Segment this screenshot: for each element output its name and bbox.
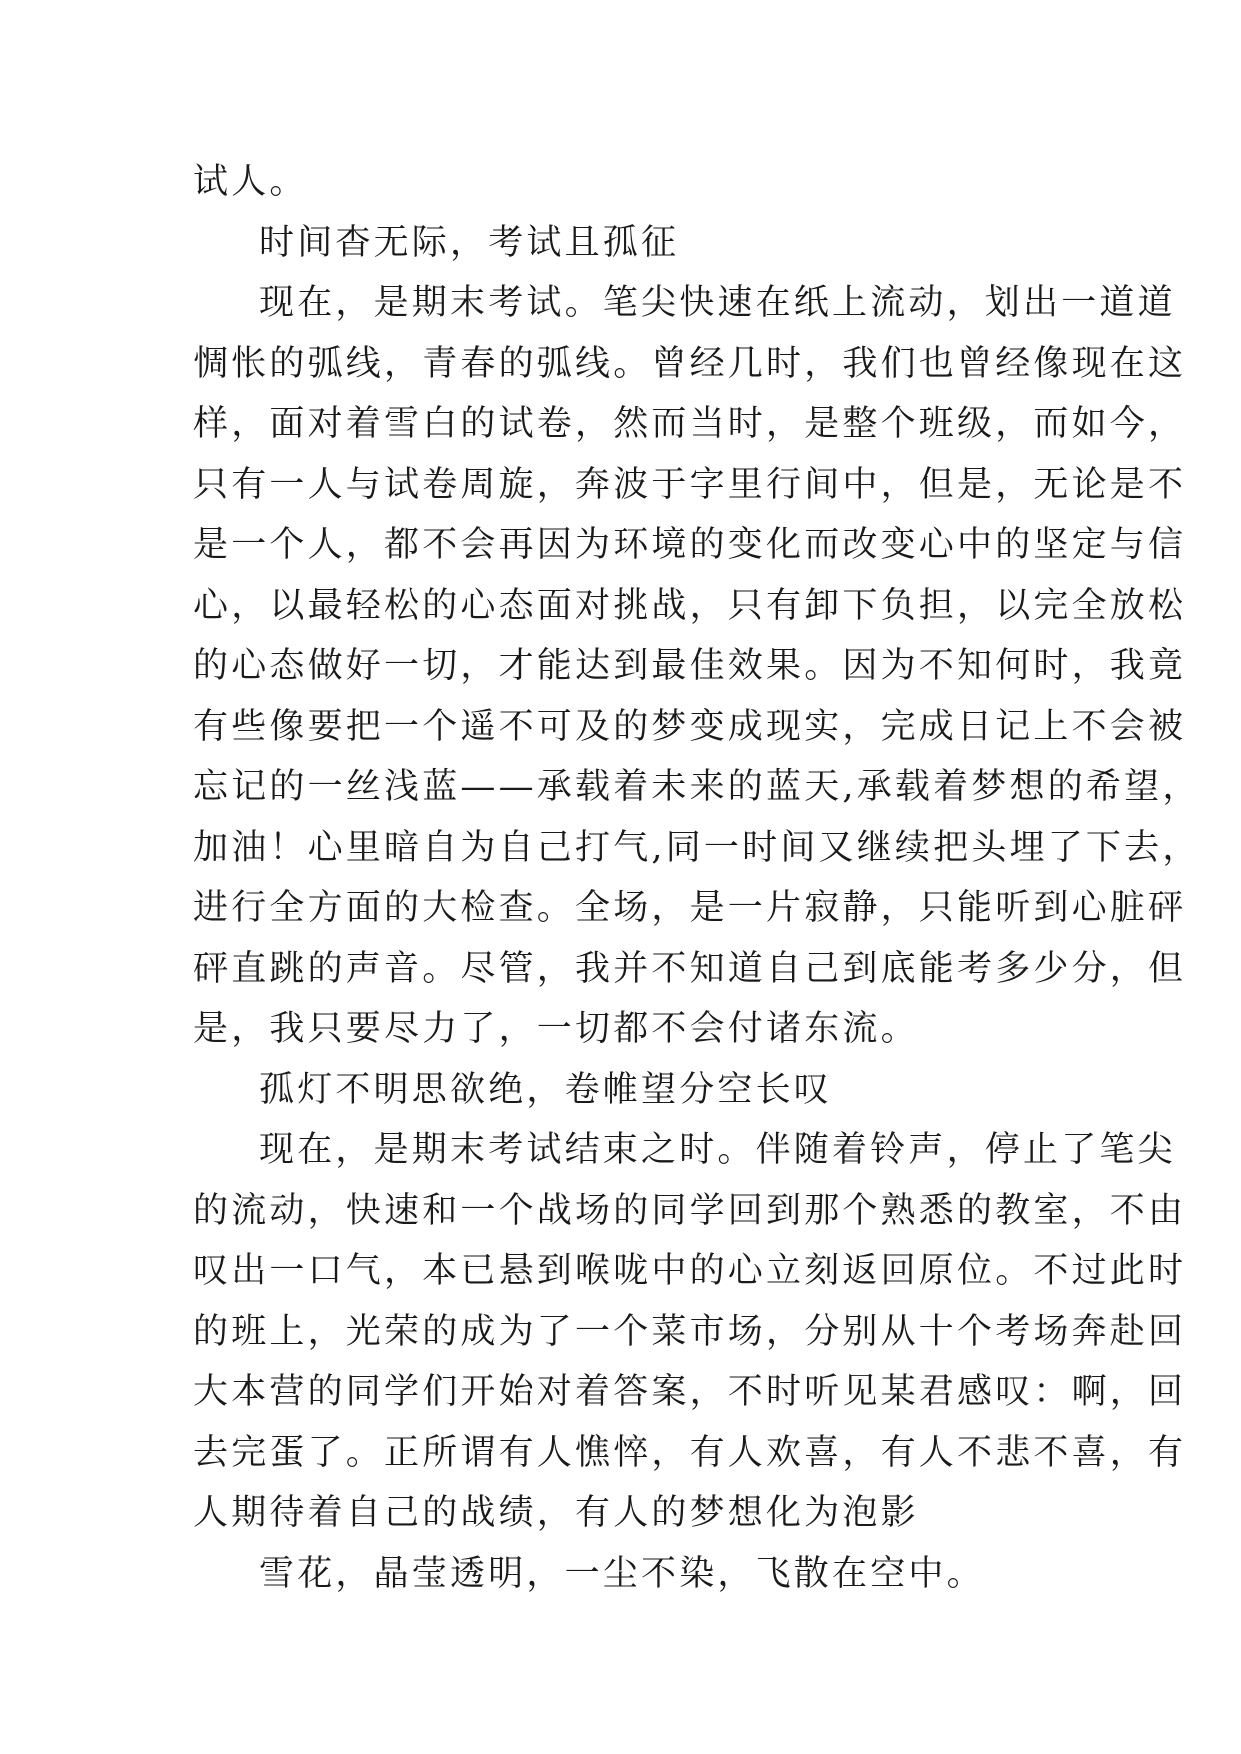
paragraph-line: 的心态做好一切，才能达到最佳效果。因为不知何时，我竟: [193, 646, 1187, 686]
paragraph-line: 是一个人，都不会再因为环境的变化而改变心中的坚定与信: [193, 525, 1187, 565]
paragraph-line: 是，我只要尽力了，一切都不会付诸东流。: [193, 1009, 919, 1049]
paragraph-line: 进行全方面的大检查。全场，是一片寂静，只能听到心脏砰: [193, 888, 1187, 928]
paragraph-line: 叹出一口气，本已悬到喉咙中的心立刻返回原位。不过此时: [193, 1251, 1187, 1291]
paragraph-line: 的流动，快速和一个战场的同学回到那个熟悉的教室，不由: [193, 1190, 1187, 1231]
paragraph-line: 样，面对着雪白的试卷，然而当时，是整个班级，而如今，: [193, 404, 1187, 444]
paragraph-line: 现在，是期末考试。笔尖快速在纸上流动，划出一道道: [259, 283, 1176, 323]
paragraph-line: 有些像要把一个遥不可及的梦变成现实，完成日记上不会被: [193, 706, 1187, 747]
paragraph-line: 加油！心里暗自为自己打气,同一时间又继续把头埋了下去，: [193, 827, 1201, 868]
paragraph-line: 心，以最轻松的心态面对挑战，只有卸下负担，以完全放松: [193, 585, 1187, 626]
section-heading: 孤灯不明思欲绝，卷帷望分空长叹: [259, 1069, 833, 1110]
paragraph-line: 大本营的同学们开始对着答案，不时听见某君感叹：啊，回: [193, 1372, 1187, 1412]
paragraph-line: 惆怅的弧线，青春的弧线。曾经几时，我们也曾经像现在这: [193, 343, 1187, 384]
paragraph-line: 只有一人与试卷周旋，奔波于字里行间中，但是，无论是不: [193, 464, 1187, 505]
section-heading: 时间杳无际，考试且孤征: [259, 222, 680, 263]
paragraph-line: 人期待着自己的战绩，有人的梦想化为泡影: [193, 1493, 919, 1533]
paragraph-line: 去完蛋了。正所谓有人憔悴，有人欢喜，有人不悲不喜，有: [193, 1432, 1187, 1473]
paragraph-line: 的班上，光荣的成为了一个菜市场，分别从十个考场奔赴回: [193, 1311, 1187, 1352]
paragraph-line: 雪花，晶莹透明，一尘不染，飞散在空中。: [259, 1553, 985, 1594]
paragraph-line: 试人。: [193, 162, 308, 202]
paragraph-line: 砰直跳的声音。尽管，我并不知道自己到底能考多少分，但: [193, 948, 1187, 989]
paragraph-line: 现在，是期末考试结束之时。伴随着铃声，停止了笔尖: [259, 1130, 1176, 1170]
paragraph-line: 忘记的一丝浅蓝——承载着未来的蓝天,承载着梦想的希望，: [193, 767, 1201, 807]
document-body: [193, 152, 1201, 1604]
